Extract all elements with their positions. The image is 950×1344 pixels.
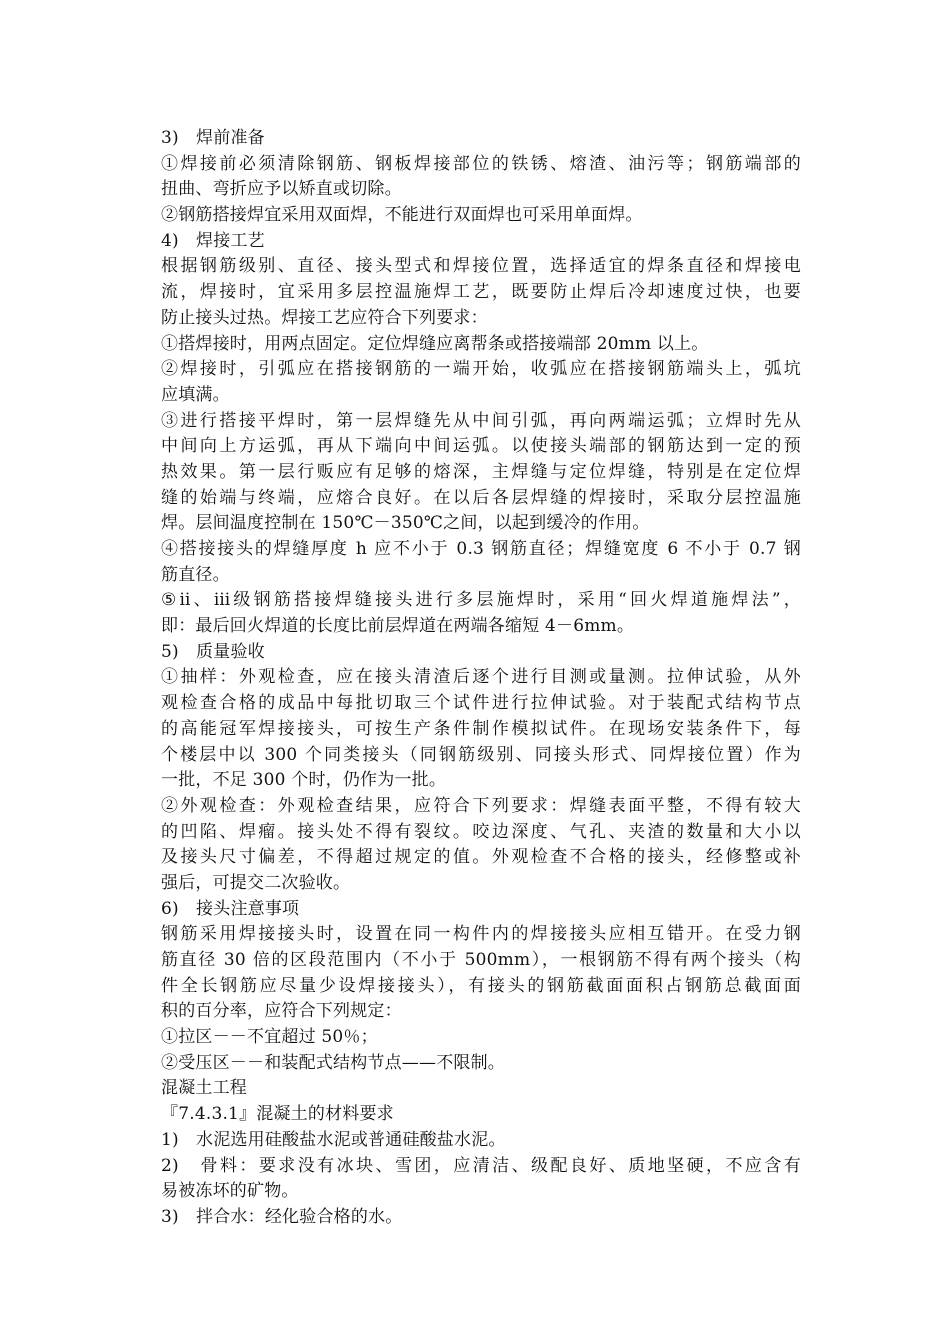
- text-line: 钢筋采用焊接接头时，设置在同一构件内的焊接接头应相互错开。在受力钢: [161, 924, 801, 945]
- text-line: 3) 焊前准备: [161, 128, 265, 148]
- text-line: 易被冻坏的矿物。: [161, 1181, 299, 1202]
- text-line: 2) 骨料：要求没有冰块、雪团，应清洁、级配良好、质地坚硬，不应含有: [161, 1155, 801, 1176]
- text-line: 热效果。第一层行贩应有足够的熔深，主焊缝与定位焊缝，特别是在定位焊: [161, 461, 801, 482]
- text-line: 『7.4.3.1』混凝土的材料要求: [161, 1104, 394, 1125]
- text-line: 流，焊接时，宜采用多层控温施焊工艺，既要防止焊后冷却速度过快，也要: [161, 282, 801, 303]
- text-line: 6) 接头注意事项: [161, 898, 300, 919]
- text-line: 5) 质量验收: [161, 641, 265, 662]
- text-line: 筋直径 30 倍的区段范围内（不小于 500mm），一根钢筋不得有两个接头（构: [161, 950, 801, 970]
- text-line: 即：最后回火焊道的长度比前层焊道在两端各缩短 4－6mm。: [161, 616, 635, 637]
- text-line: 观检查合格的成品中每批切取三个试件进行拉伸试验。对于装配式结构节点: [161, 693, 801, 714]
- document-body: [161, 126, 801, 1231]
- text-line: 一批，不足 300 个时，仍作为一批。: [161, 770, 447, 791]
- text-line: ⑤ⅱ、ⅲ级钢筋搭接焊缝接头进行多层施焊时，采用“回火焊道施焊法”，: [161, 590, 801, 611]
- text-line: 的凹陷、焊瘤。接头处不得有裂纹。咬边深度、气孔、夹渣的数量和大小以: [161, 821, 801, 842]
- text-line: ②钢筋搭接焊宜采用双面焊，不能进行双面焊也可采用单面焊。: [161, 205, 643, 226]
- text-line: ①焊接前必须清除钢筋、钢板焊接部位的铁锈、熔渣、油污等；钢筋端部的: [161, 153, 801, 174]
- text-line: ④搭接接头的焊缝厚度 h 应不小于 0.3 钢筋直径；焊缝宽度 6 不小于 0.7 钢: [161, 539, 801, 559]
- text-line: 3) 拌合水：经化验合格的水。: [161, 1206, 403, 1227]
- text-line: ①拉区－－不宜超过 50％；: [161, 1027, 378, 1048]
- text-line: ②焊接时，引弧应在搭接钢筋的一端开始，收弧应在搭接钢筋端头上，弧坑: [161, 359, 801, 380]
- text-line: 缝的始端与终端，应熔合良好。在以后各层焊缝的焊接时，采取分层控温施: [161, 487, 801, 508]
- text-line: ①抽样：外观检查，应在接头清渣后逐个进行目测或量测。拉伸试验，从外: [161, 667, 801, 688]
- text-line: 积的百分率，应符合下列规定：: [161, 1001, 402, 1022]
- text-line: 根据钢筋级别、直径、接头型式和焊接位置，选择适宜的焊条直径和焊接电: [161, 256, 801, 277]
- text-line: 及接头尺寸偏差，不得超过规定的值。外观检查不合格的接头，经修整或补: [161, 847, 801, 868]
- text-line: 的高能冠军焊接接头，可按生产条件制作模拟试件。在现场安装条件下，每: [161, 718, 801, 739]
- text-line: 中间向上方运弧，再从下端向中间运弧。以使接头端部的钢筋达到一定的预: [161, 436, 801, 457]
- text-line: 1) 水泥选用硅酸盐水泥或普通硅酸盐水泥。: [161, 1129, 506, 1150]
- text-line: ①搭焊接时，用两点固定。定位焊缝应离帮条或搭接端部 20mm 以上。: [161, 333, 709, 354]
- text-line: ③进行搭接平焊时，第一层焊缝先从中间引弧，再向两端运弧；立焊时先从: [161, 410, 801, 431]
- text-line: 防止接头过热。焊接工艺应符合下列要求：: [161, 307, 488, 328]
- text-line: 筋直径。: [161, 564, 230, 585]
- text-line: 强后，可提交二次验收。: [161, 872, 351, 893]
- text-line: ②受压区－－和装配式结构节点——不限制。: [161, 1052, 505, 1073]
- text-line: 个楼层中以 300 个同类接头（同钢筋级别、同接头形式、同焊接位置）作为: [161, 744, 801, 765]
- text-line: 4) 焊接工艺: [161, 230, 265, 251]
- text-line: 混凝土工程: [161, 1078, 247, 1099]
- text-line: 件全长钢筋应尽量少设焊接接头），有接头的钢筋截面面积占钢筋总截面面: [161, 975, 801, 996]
- text-line: 应填满。: [161, 384, 230, 405]
- text-line: 焊。层间温度控制在 150℃－350℃之间，以起到缓冷的作用。: [161, 513, 650, 534]
- text-line: 扭曲、弯折应予以矫直或切除。: [161, 179, 402, 200]
- text-line: ②外观检查：外观检查结果，应符合下列要求：焊缝表面平整，不得有较大: [161, 795, 801, 816]
